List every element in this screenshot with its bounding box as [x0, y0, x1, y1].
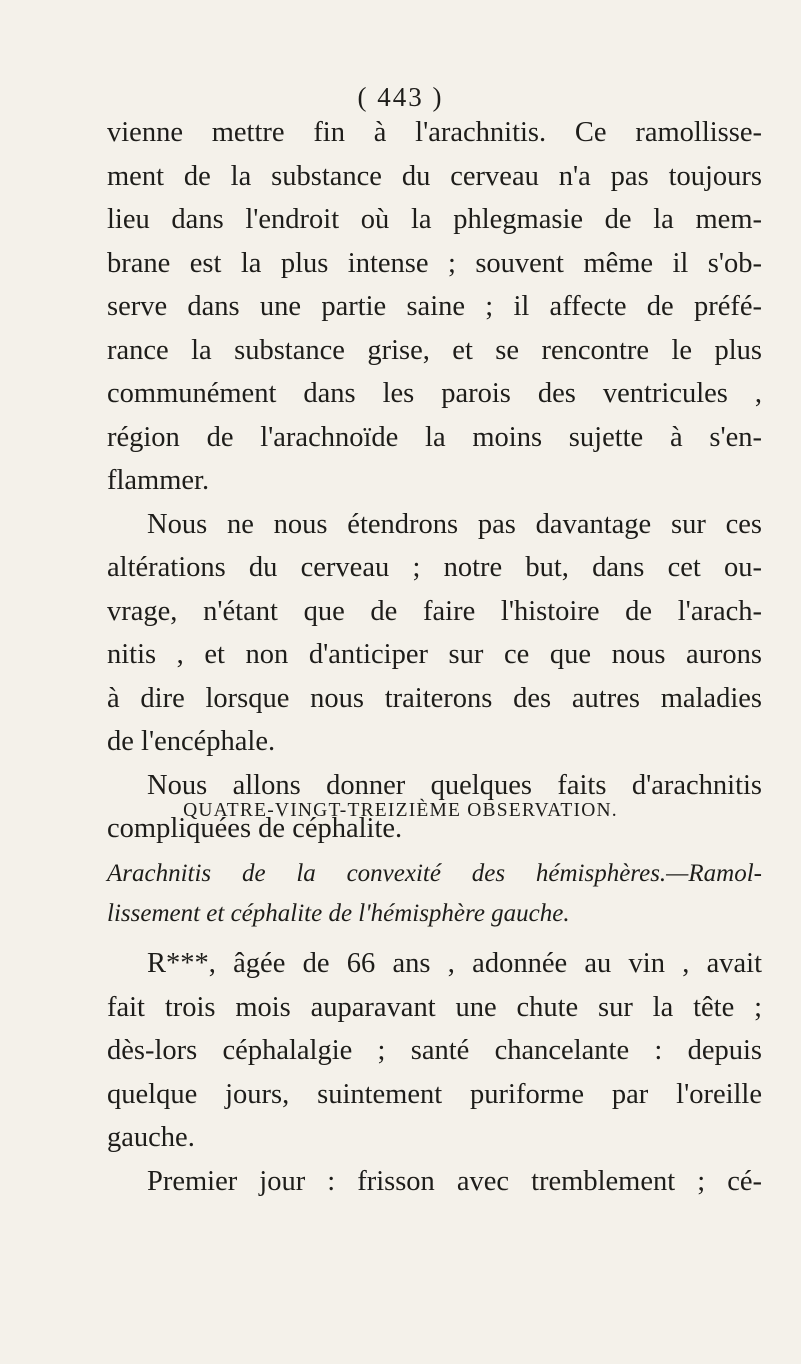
observation-subtitle [107, 854, 762, 934]
text-line: quelque jours, suintement puriforme par l'oreille [107, 1078, 762, 1110]
text-line: lieu dans l'endroit où la phlegmasie de la mem- [107, 204, 762, 235]
text-line: de l'encéphale. [107, 726, 276, 757]
subtitle-line: Arachnitis de la convexité des hémisphères.—Ramol- [107, 860, 762, 887]
text-line: fait trois mois auparavant une chute sur la tête ; [107, 991, 762, 1023]
text-line: vienne mettre fin à l'arachnitis. Ce ramollisse- [107, 117, 762, 148]
text-line: à dire lorsque nous traiterons des autres maladies [107, 682, 762, 714]
text-line: serve dans une partie saine ; il affecte de préfé- [107, 291, 762, 322]
subtitle-line: lissement et céphalite de l'hémisphère gauche. [107, 900, 570, 927]
text-line: ment de la substance du cerveau n'a pas toujours [107, 160, 762, 192]
text-line: brane est la plus intense ; souvent même il s'ob- [107, 247, 762, 279]
text-line: communément dans les parois des ventricules , [107, 378, 762, 409]
text-line: flammer. [107, 465, 210, 496]
text-line: Nous ne nous étendrons pas davantage sur ces [147, 508, 762, 540]
text-line: gauche. [107, 1122, 195, 1153]
text-line: dès-lors céphalalgie ; santé chancelante : depuis [107, 1035, 762, 1066]
body-text-bottom [107, 942, 762, 1203]
text-line: R***, âgée de 66 ans , adonnée au vin , avait [147, 948, 762, 979]
body-text-top [107, 111, 762, 851]
text-line: altérations du cerveau ; notre but, dans cet ou- [107, 552, 762, 583]
text-line: nitis , et non d'anticiper sur ce que nous aurons [107, 639, 762, 670]
text-line: Premier jour : frisson avec tremblement ; cé- [147, 1165, 762, 1197]
text-line: Nous allons donner quelques faits d'arachnitis [147, 769, 762, 801]
text-line: région de l'arachnoïde la moins sujette à s'en- [107, 421, 762, 453]
text-line: vrage, n'étant que de faire l'histoire de l'arach- [107, 595, 762, 627]
text-line: rance la substance grise, et se rencontre le plus [107, 334, 762, 366]
observation-heading: QUATRE-VINGT-TREIZIÈME OBSERVATION. [183, 800, 618, 821]
text-line: compliquées de céphalite. [107, 813, 403, 844]
page-number: ( 443 ) [357, 82, 444, 112]
